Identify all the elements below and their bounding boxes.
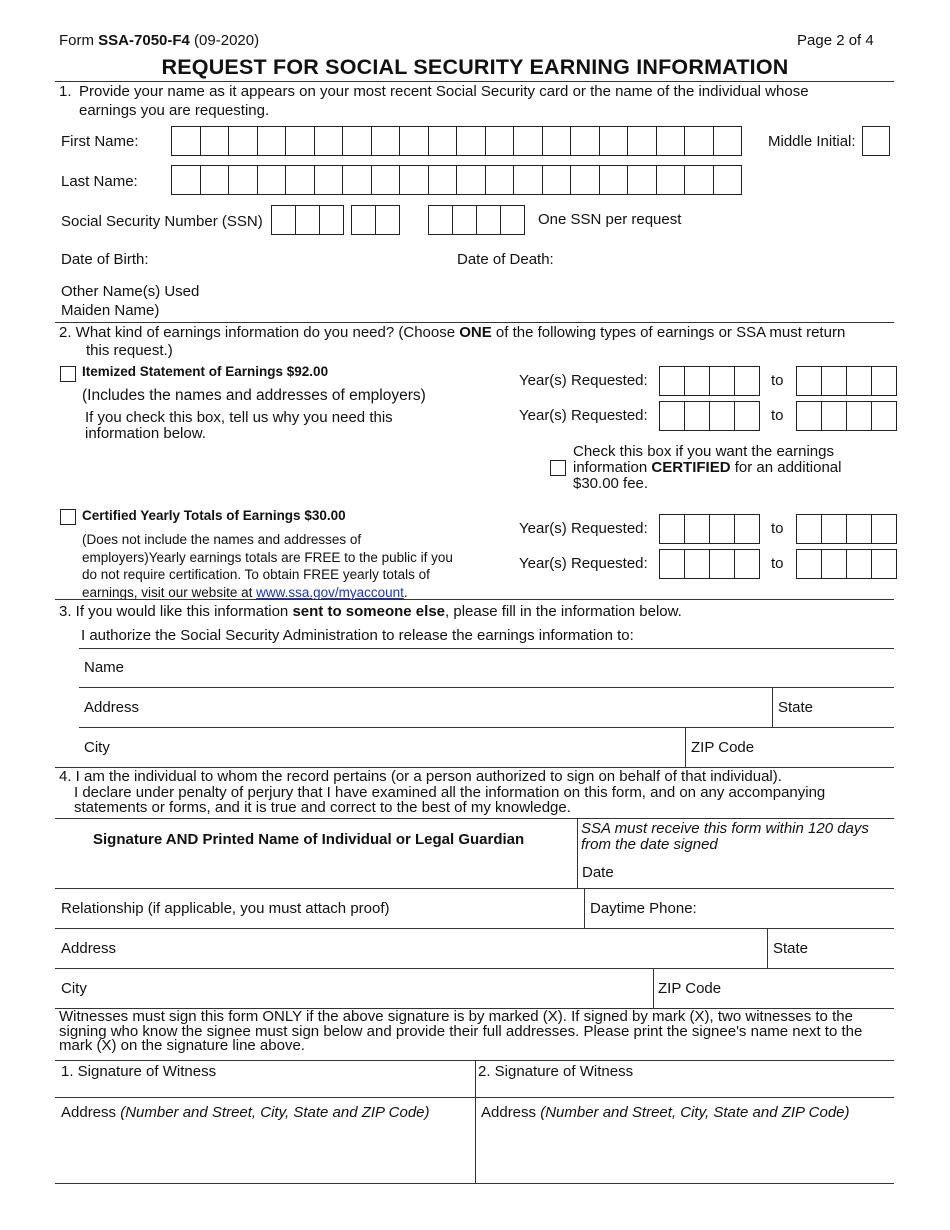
s4-line3: statements or forms, and it is true and correct to the best of my knowledge. xyxy=(74,799,571,816)
signer-zip-label[interactable]: ZIP Code xyxy=(658,980,722,997)
certified-check-line1: Check this box if you want the earnings xyxy=(573,443,834,460)
s4-declaration xyxy=(59,769,825,816)
s4-line1: 4. I am the individual to whom the record pertains (or a person authorized to sign on behalf of that individual). xyxy=(59,768,782,785)
divider xyxy=(584,888,585,928)
form-title: REQUEST FOR SOCIAL SECURITY EARNING INFORMATION xyxy=(161,55,789,79)
years-requested-label: Year(s) Requested: xyxy=(519,520,648,537)
s3-question-a: 3. If you would like this information xyxy=(59,603,293,620)
s2-question-one: ONE xyxy=(459,324,492,341)
divider xyxy=(55,81,894,82)
year-to-boxes[interactable] xyxy=(796,549,896,579)
witness2-address-label[interactable] xyxy=(481,1104,850,1121)
witness1-address-label[interactable] xyxy=(61,1104,430,1121)
ssa-note-2: from the date signed xyxy=(581,835,718,853)
s3-question-bold: sent to someone else xyxy=(292,603,446,620)
yearly-desc-3: do not require certification. To obtain FREE yearly totals of xyxy=(82,567,430,582)
itemized-label: Itemized Statement of Earnings $92.00 xyxy=(82,364,329,379)
signer-city-label[interactable]: City xyxy=(61,980,87,997)
dod-label: Date of Death: xyxy=(457,251,554,268)
address-hint: (Number and Street, City, State and ZIP Code) xyxy=(540,1104,850,1121)
certified-check-line2 xyxy=(573,460,841,476)
s3-question-b: , please fill in the information below. xyxy=(445,603,682,620)
witness-note-1: Witnesses must sign this form ONLY if the above signature is by marked (X). If signed by mark (X), two witnesses to the xyxy=(59,1008,853,1025)
years-requested-label: Year(s) Requested: xyxy=(519,407,648,424)
daytime-phone-label[interactable]: Daytime Phone: xyxy=(590,900,697,917)
yearly-desc-2: employers)Yearly earnings totals are FREE to the public if you xyxy=(82,549,453,565)
ssn-serial-boxes[interactable] xyxy=(428,205,524,235)
signer-address-label[interactable]: Address xyxy=(61,940,117,957)
year-from-boxes[interactable] xyxy=(659,549,759,579)
s2-question xyxy=(59,324,845,341)
period: . xyxy=(403,584,408,600)
date-label[interactable]: Date xyxy=(582,864,614,881)
ssn-label: Social Security Number (SSN) xyxy=(61,213,263,230)
divider xyxy=(55,599,894,600)
certified-check-2b: CERTIFIED xyxy=(651,459,731,476)
other-names-label: Other Name(s) Used xyxy=(61,283,200,300)
middle-initial-box[interactable] xyxy=(862,126,889,156)
recipient-address-label[interactable]: Address xyxy=(84,699,140,716)
recipient-name-label[interactable]: Name xyxy=(84,659,125,676)
s1-text-line1: Provide your name as it appears on your most recent Social Security card or the name of the individual whose xyxy=(79,83,809,100)
maiden-name-label: Maiden Name) xyxy=(61,302,160,319)
divider xyxy=(55,1097,894,1098)
to-label: to xyxy=(771,407,784,424)
signer-state-label[interactable]: State xyxy=(773,940,809,957)
divider xyxy=(55,1183,894,1184)
certified-check-text xyxy=(573,444,841,492)
form-number: SSA-7050-F4 xyxy=(98,32,190,49)
ssa-website-link[interactable]: www.ssa.gov/myaccount xyxy=(256,584,404,600)
itemized-why-1: If you check this box, tell us why you need this xyxy=(85,409,393,426)
itemized-why-2: information below. xyxy=(85,425,206,442)
itemized-sub: (Includes the names and addresses of employers) xyxy=(82,387,426,404)
divider xyxy=(685,727,686,767)
itemized-checkbox[interactable] xyxy=(60,366,76,382)
yearly-totals-checkbox[interactable] xyxy=(60,509,76,525)
address-label: Address xyxy=(61,1104,121,1121)
year-to-boxes[interactable] xyxy=(796,401,896,431)
witness-note xyxy=(59,1010,862,1054)
s2-question-b: of the following types of earnings or SSA must return xyxy=(491,324,846,341)
middle-initial-label: Middle Initial: xyxy=(768,133,856,150)
to-label: to xyxy=(771,520,784,537)
s2-question-a: 2. What kind of earnings information do you need? (Choose xyxy=(59,324,460,341)
year-from-boxes[interactable] xyxy=(659,366,759,396)
dob-label: Date of Birth: xyxy=(61,251,149,268)
divider xyxy=(653,968,654,1008)
ssa-note-1: SSA must receive this form within 120 days xyxy=(581,820,869,837)
divider xyxy=(475,1060,476,1184)
s1-number: 1. xyxy=(59,83,72,100)
to-label: to xyxy=(771,555,784,572)
yearly-totals-label: Certified Yearly Totals of Earnings $30.00 xyxy=(82,508,346,523)
first-name-label: First Name: xyxy=(61,133,139,150)
yearly-desc-4-text: earnings, visit our website at xyxy=(82,584,257,600)
divider xyxy=(55,928,894,929)
recipient-zip-label[interactable]: ZIP Code xyxy=(691,739,755,756)
page-number: Page 2 of 4 xyxy=(797,32,874,49)
divider xyxy=(79,648,894,649)
divider xyxy=(55,818,894,819)
last-name-label: Last Name: xyxy=(61,173,138,190)
yearly-desc-1: (Does not include the names and addresses of xyxy=(82,532,362,547)
s1-text-line2: earnings you are requesting. xyxy=(79,102,270,119)
signature-label[interactable]: Signature AND Printed Name of Individual or Legal Guardian xyxy=(93,831,525,848)
first-name-boxes[interactable] xyxy=(171,126,741,156)
s4-line2: I declare under penalty of perjury that I have examined all the information on this form, and on any accompanying xyxy=(74,783,826,801)
witness-note-2: signing who know the signee must sign below and provide their full addresses. Please print the signee's name next to the xyxy=(59,1022,863,1040)
year-from-boxes[interactable] xyxy=(659,401,759,431)
year-to-boxes[interactable] xyxy=(796,514,896,544)
s3-question xyxy=(59,603,682,620)
s2-question-line2: this request.) xyxy=(86,342,173,359)
form-date: (09-2020) xyxy=(189,32,260,49)
divider xyxy=(767,928,768,968)
relationship-label[interactable]: Relationship (if applicable, you must attach proof) xyxy=(61,900,390,917)
divider xyxy=(55,322,894,323)
year-to-boxes[interactable] xyxy=(796,366,896,396)
witness2-signature-label[interactable]: 2. Signature of Witness xyxy=(478,1063,634,1080)
ssn-group-boxes[interactable] xyxy=(351,205,399,235)
recipient-state-label[interactable]: State xyxy=(778,699,814,716)
witness-note-3: mark (X) on the signature line above. xyxy=(59,1037,305,1054)
divider xyxy=(55,888,894,889)
last-name-boxes[interactable] xyxy=(171,165,741,195)
witness1-signature-label[interactable]: 1. Signature of Witness xyxy=(61,1063,217,1080)
certified-check-line3: $30.00 fee. xyxy=(573,475,649,492)
certified-check-2c: for an additional xyxy=(730,459,842,476)
years-requested-label: Year(s) Requested: xyxy=(519,555,648,572)
year-from-boxes[interactable] xyxy=(659,514,759,544)
to-label: to xyxy=(771,372,784,389)
certified-check-2a: information xyxy=(573,459,652,476)
certified-checkbox[interactable] xyxy=(550,460,566,476)
divider xyxy=(772,687,773,727)
form-prefix: Form xyxy=(59,32,99,49)
s3-authorize: I authorize the Social Security Administration to release the earnings information to: xyxy=(81,627,634,644)
divider xyxy=(79,727,894,728)
ssa-note xyxy=(581,821,869,852)
one-ssn-note: One SSN per request xyxy=(538,211,682,228)
recipient-city-label[interactable]: City xyxy=(84,739,110,756)
divider xyxy=(577,818,578,888)
form-id xyxy=(59,32,259,49)
years-requested-label: Year(s) Requested: xyxy=(519,372,648,389)
ssn-area-boxes[interactable] xyxy=(271,205,343,235)
yearly-totals-desc xyxy=(82,531,453,601)
address-hint: (Number and Street, City, State and ZIP Code) xyxy=(120,1104,430,1121)
address-label: Address xyxy=(481,1104,541,1121)
divider xyxy=(55,968,894,969)
